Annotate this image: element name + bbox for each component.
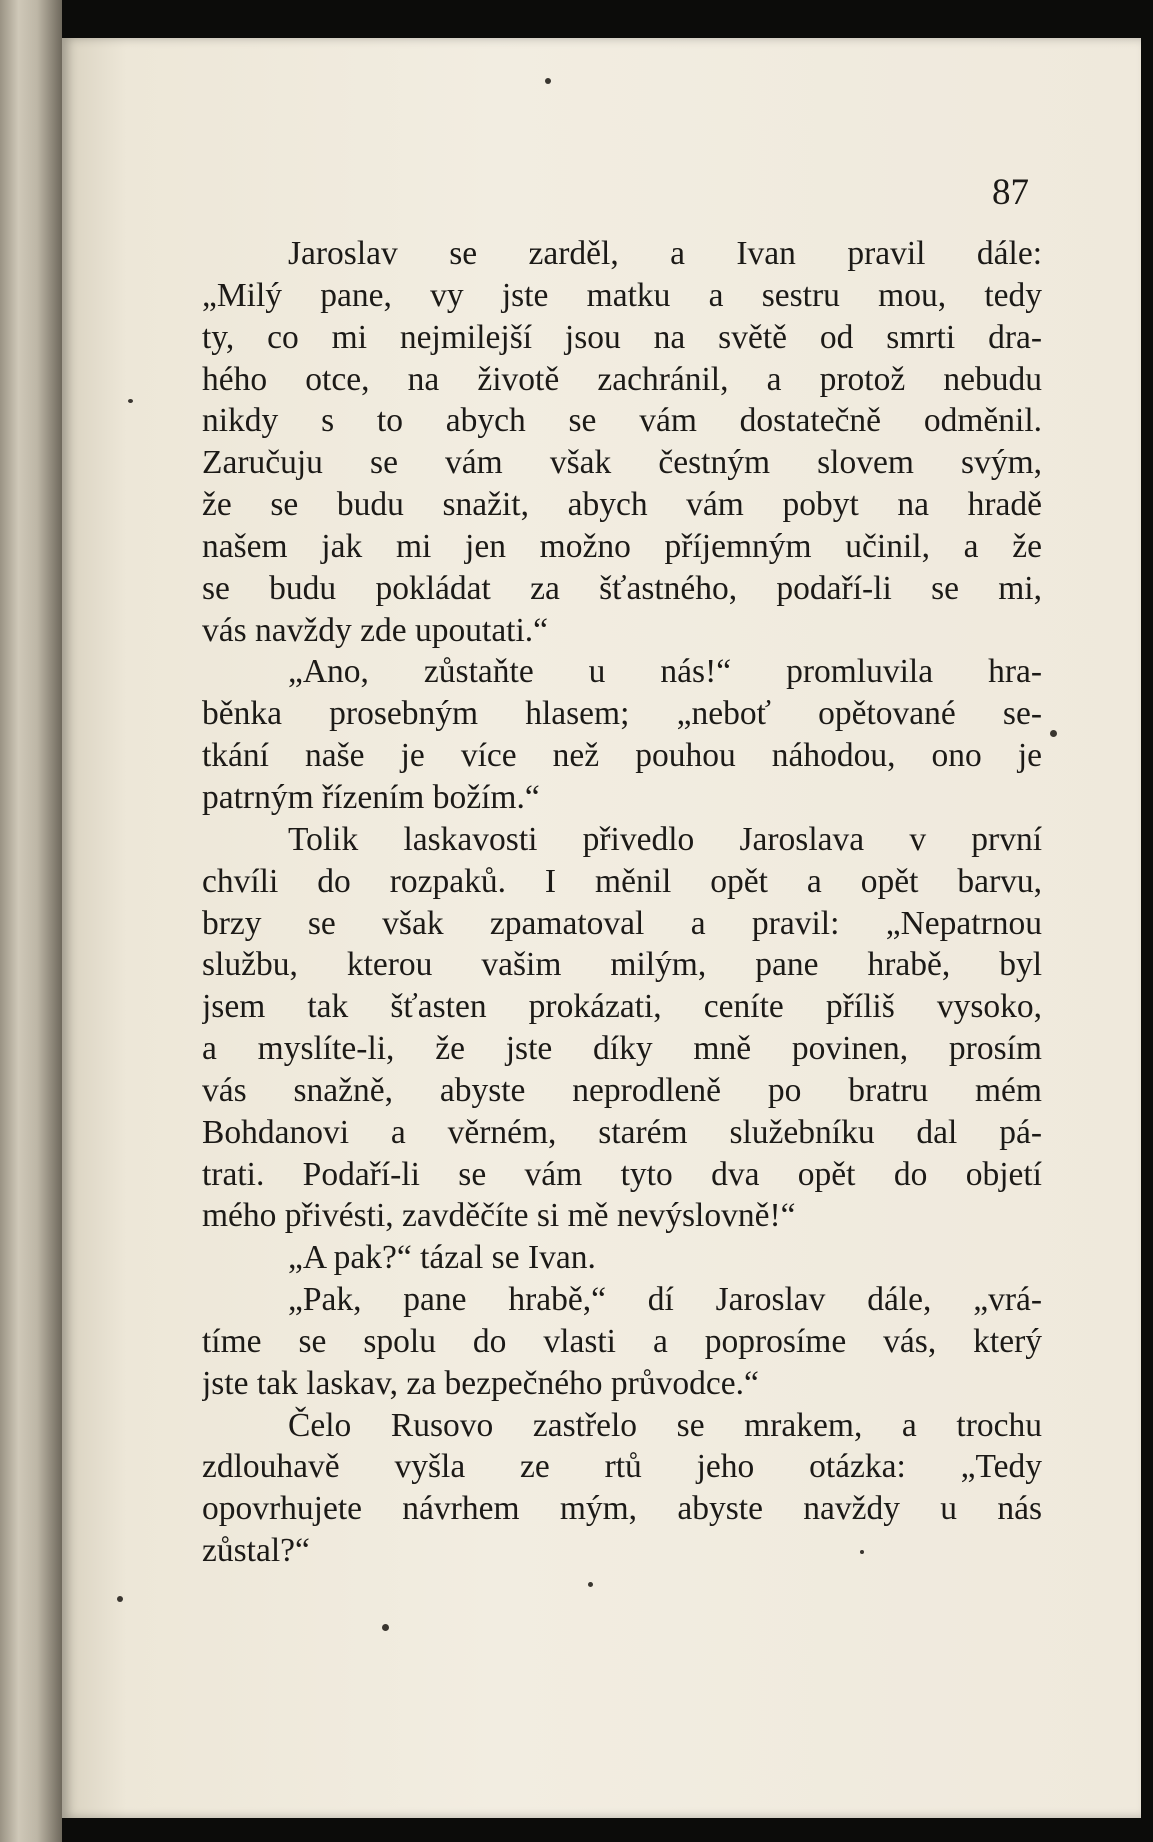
text-line: Jaroslav se zarděl, a Ivan pravil dále: — [288, 235, 1042, 272]
text-line: a myslíte-li, že jste díky mně povinen, prosím — [202, 1030, 1042, 1068]
book-spine — [0, 0, 62, 1842]
text-line: že se budu snažit, abych vám pobyt na hradě — [202, 486, 1042, 524]
text-line: mého přivésti, zavděčíte si mě nevýslovně!“ — [202, 1197, 796, 1235]
text-line: brzy se však zpamatoval a pravil: „Nepatrnou — [202, 904, 1042, 942]
text-line: jsem tak šťasten prokázati, ceníte příliš vysoko, — [202, 988, 1042, 1026]
text-line: Zaručuju se vám však čestným slovem svým, — [202, 444, 1042, 482]
text-line: tkání naše je více než pouhou náhodou, ono je — [202, 737, 1042, 775]
page-number: 87 — [992, 172, 1029, 213]
text-line: „Pak, pane hrabě,“ dí Jaroslav dále, „vrá- — [288, 1281, 1042, 1319]
text-line: vás snažně, abyste neprodleně po bratru mém — [202, 1071, 1042, 1109]
text-line: se budu pokládat za šťastného, podaří-li se mi, — [202, 569, 1042, 607]
text-line: „A pak?“ tázal se Ivan. — [288, 1239, 596, 1277]
text-line: ty, co mi nejmilejší jsou na světě od smrti dra- — [202, 318, 1042, 356]
text-line: jste tak laskav, za bezpečného průvodce.“ — [202, 1364, 759, 1402]
text-line: „Ano, zůstaňte u nás!“ promluvila hra- — [288, 653, 1042, 691]
body-text — [202, 233, 1042, 1572]
paper-speck — [545, 78, 551, 84]
text-line: Tolik laskavosti přivedlo Jaroslava v první — [288, 820, 1042, 858]
paper-speck — [382, 1624, 389, 1631]
paper-speck — [860, 1550, 864, 1554]
text-line: opovrhujete návrhem mým, abyste navždy u nás — [202, 1490, 1042, 1528]
text-line: tíme se spolu do vlasti a poprosíme vás, který — [202, 1322, 1042, 1360]
text-line: chvíli do rozpaků. I měnil opět a opět barvu, — [202, 862, 1042, 900]
text-line: nikdy s to abych se vám dostatečně odměnil. — [202, 402, 1042, 440]
text-line: běnka prosebným hlasem; „neboť opětované se- — [202, 695, 1042, 733]
text-line: trati. Podaří-li se vám tyto dva opět do objetí — [202, 1155, 1042, 1193]
page-sheet — [62, 38, 1141, 1818]
text-line: patrným řízením božím.“ — [202, 778, 540, 816]
paper-speck — [588, 1582, 593, 1587]
text-line: Bohdanovi a věrném, starém služebníku dal pá- — [202, 1113, 1042, 1151]
text-line: Čelo Rusovo zastřelo se mrakem, a trochu — [288, 1406, 1042, 1444]
text-line: zdlouhavě vyšla ze rtů jeho otázka: „Tedy — [202, 1448, 1042, 1486]
text-line: našem jak mi jen možno příjemným učinil, a že — [202, 527, 1042, 565]
paper-speck — [128, 399, 133, 403]
text-line: zůstal?“ — [202, 1532, 310, 1570]
text-line: „Milý pane, vy jste matku a sestru mou, tedy — [202, 276, 1042, 314]
text-line: službu, kterou vašim milým, pane hrabě, byl — [202, 946, 1042, 984]
text-line: hého otce, na životě zachránil, a protož nebudu — [202, 360, 1042, 398]
text-line: vás navždy zde upoutati.“ — [202, 611, 549, 649]
paper-speck — [1050, 730, 1057, 737]
paper-speck — [117, 1596, 123, 1602]
